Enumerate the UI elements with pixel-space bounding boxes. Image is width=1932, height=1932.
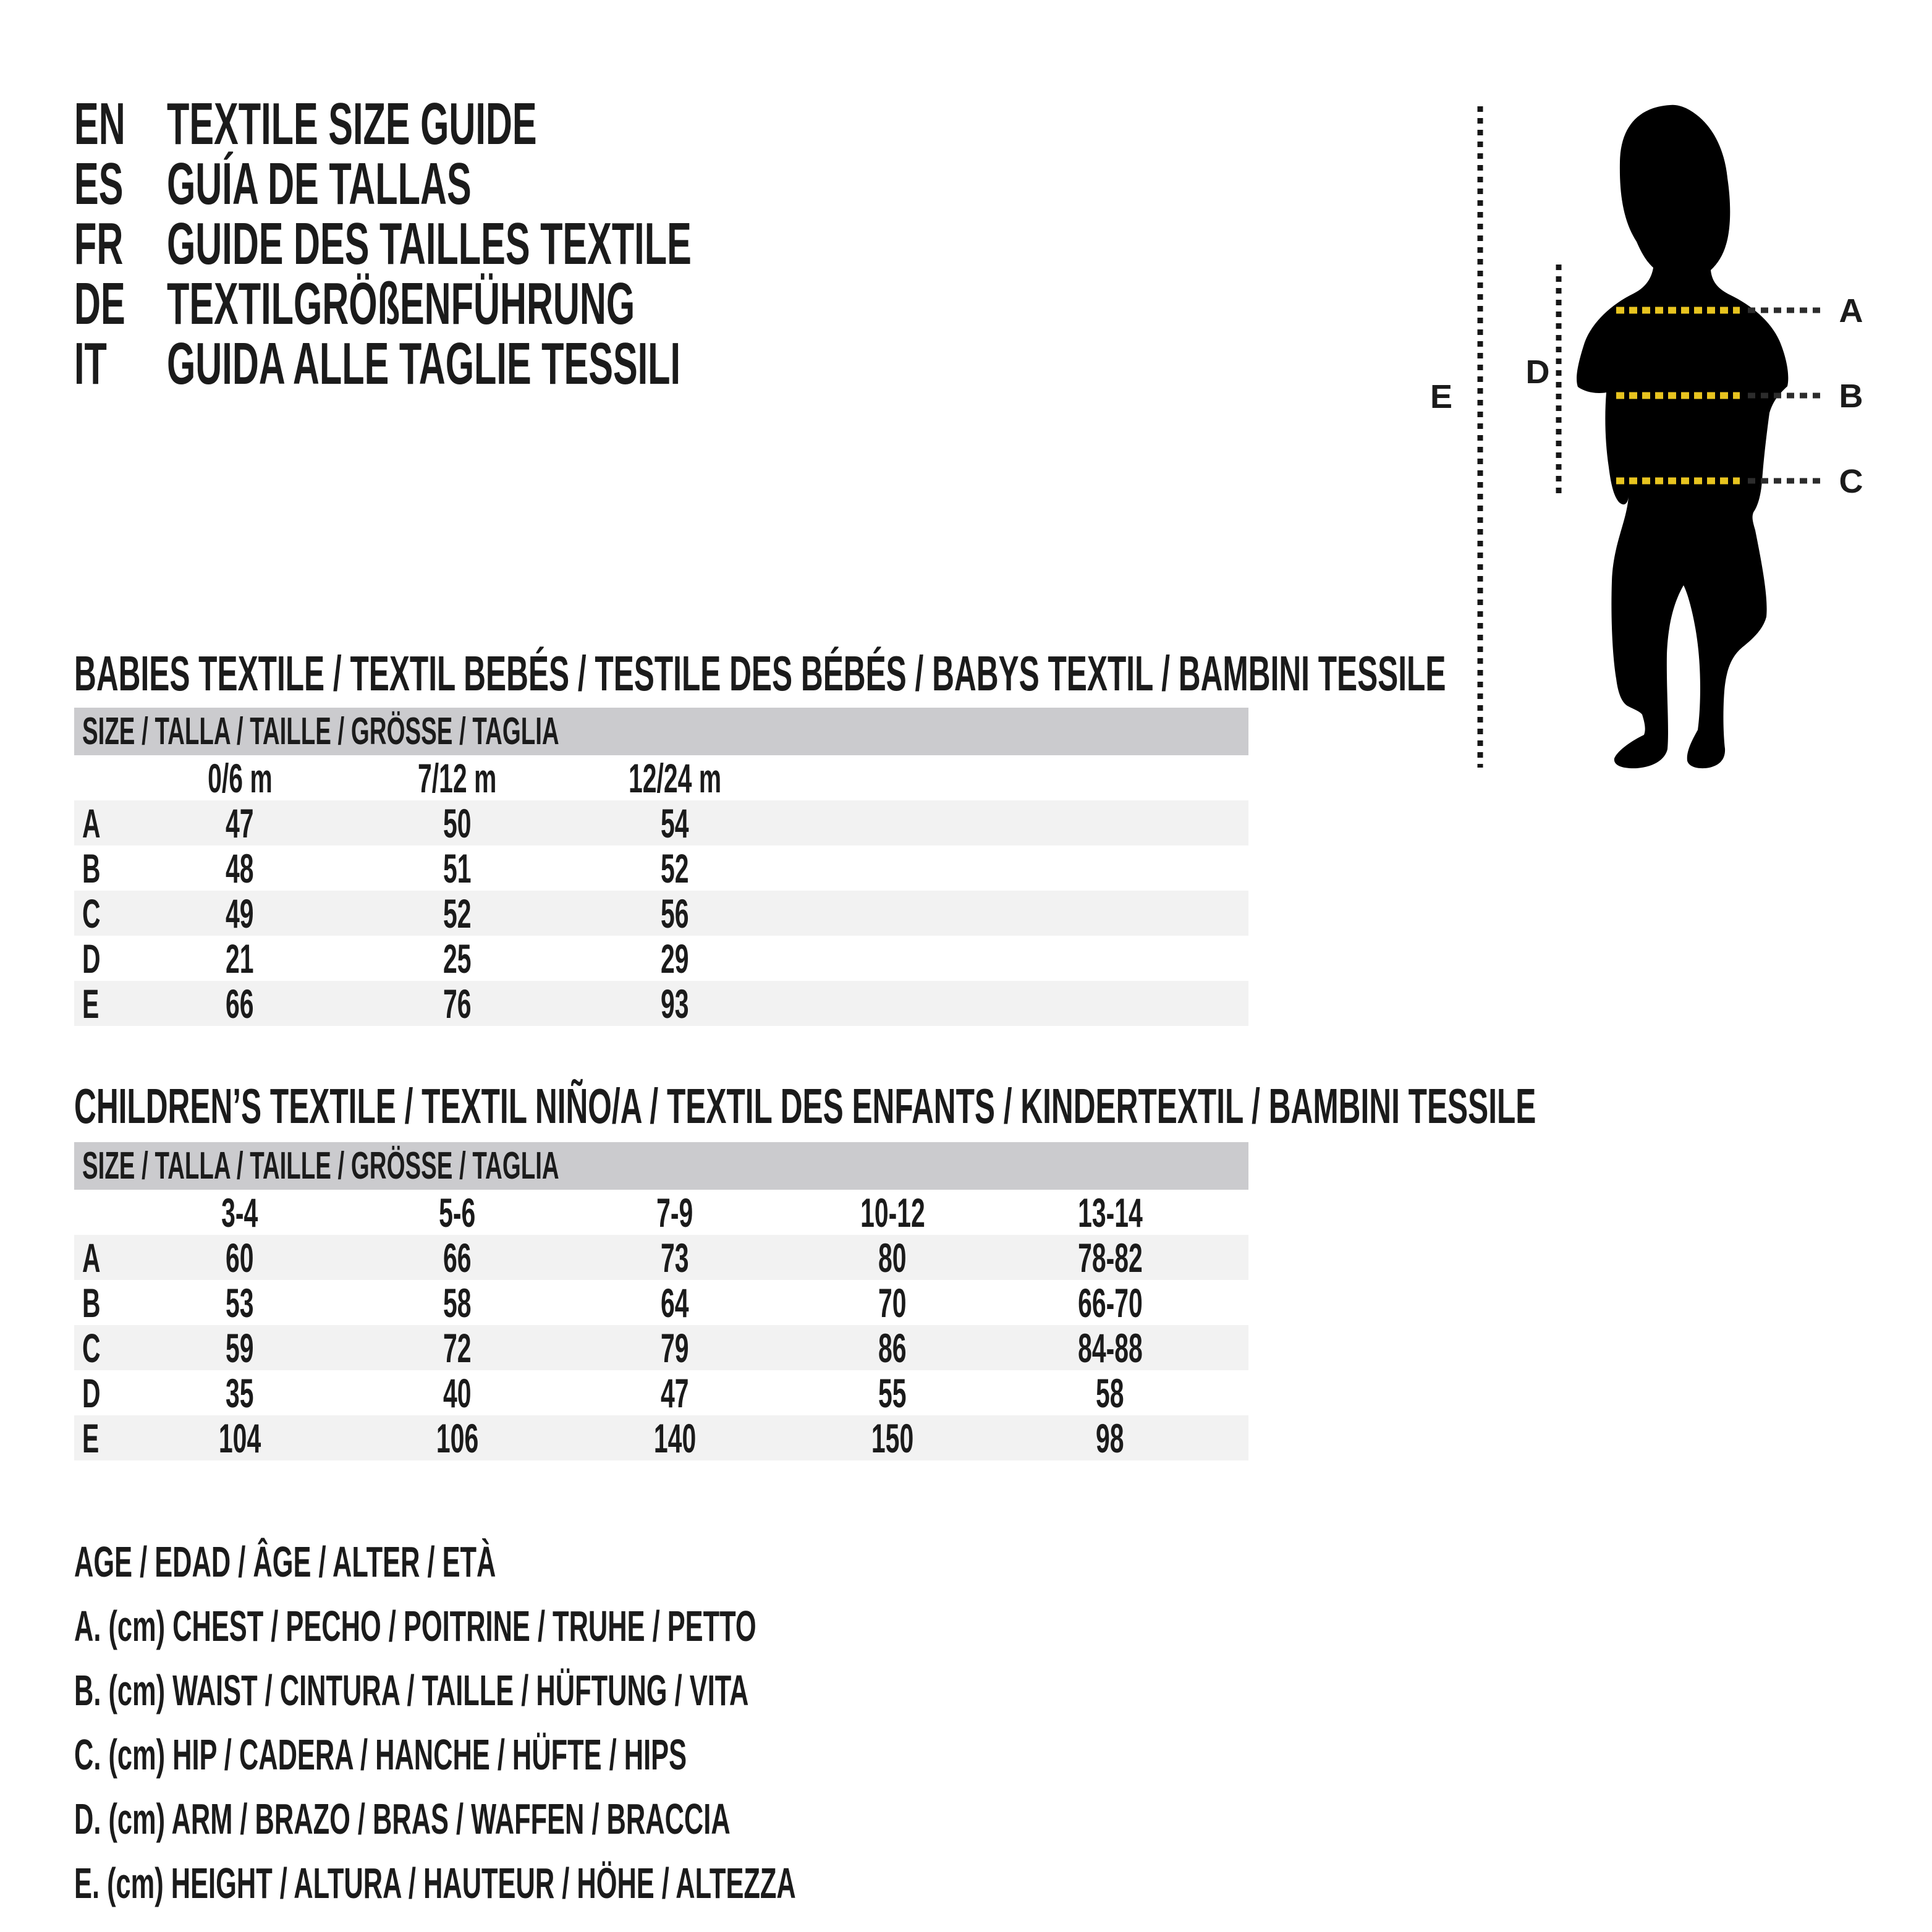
cell-value: 47 — [661, 1370, 689, 1416]
children-col-13-14: 13-14 — [1077, 1189, 1143, 1235]
table-row — [74, 845, 1248, 891]
lang-code-fr: FR — [74, 210, 124, 277]
row-label: A — [82, 1234, 101, 1281]
lang-title-en: TEXTILE SIZE GUIDE — [167, 90, 537, 157]
babies-size-header-text: SIZE / TALLA / TAILLE / GRÖSSE / TAGLIA — [82, 710, 559, 753]
babies-size-table — [74, 708, 1248, 1026]
children-col-10-12: 10-12 — [860, 1189, 925, 1235]
children-heading-text: CHILDREN’S TEXTILE / TEXTIL NIÑO/A / TEXTIL DES ENFANTS / KINDERTEXTIL / BAMBINI TESSILE — [74, 1078, 1536, 1133]
babies-col-12-24m: 12/24 m — [628, 755, 722, 801]
lang-code-it: IT — [74, 330, 107, 397]
legend-age-text: AGE / EDAD / ÂGE / ALTER / ETÀ — [74, 1538, 496, 1586]
babies-section-heading — [74, 643, 1932, 705]
table-row — [74, 1415, 1248, 1460]
lang-title-fr: GUIDE DES TAILLES TEXTILE — [167, 210, 692, 277]
legend-arm — [74, 1787, 1238, 1851]
cell-value: 51 — [443, 845, 472, 891]
cell-value: 21 — [226, 935, 254, 981]
legend-height-text: E. (cm) HEIGHT / ALTURA / HAUTEUR / HÖHE / ALTEZZA — [74, 1859, 796, 1907]
cell-value: 56 — [661, 890, 689, 936]
cell-value: 78-82 — [1077, 1234, 1143, 1281]
row-label: D — [82, 1370, 101, 1416]
cell-value: 59 — [226, 1324, 254, 1371]
lang-code-de: DE — [74, 270, 125, 337]
cell-value: 53 — [226, 1279, 254, 1326]
babies-column-header-row — [74, 755, 1248, 800]
cell-value: 58 — [1096, 1370, 1124, 1416]
cell-value: 98 — [1096, 1415, 1124, 1461]
row-label: A — [82, 800, 101, 846]
row-label: C — [82, 1324, 101, 1371]
language-title-list — [74, 90, 1013, 397]
row-label: E — [82, 1415, 100, 1461]
measurement-legend — [74, 1530, 1238, 1915]
cell-value: 25 — [443, 935, 472, 981]
cell-value: 80 — [878, 1234, 907, 1281]
marker-label-a: A — [1839, 292, 1863, 329]
table-row — [74, 1280, 1248, 1325]
cell-value: 104 — [218, 1415, 261, 1461]
cell-value: 106 — [436, 1415, 479, 1461]
cell-value: 79 — [661, 1324, 689, 1371]
table-row — [74, 1235, 1248, 1280]
cell-value: 66 — [443, 1234, 472, 1281]
table-row — [74, 800, 1248, 845]
lang-title-de: TEXTILGRÖßENFÜHRUNG — [167, 270, 635, 337]
babies-col-0-6m: 0/6 m — [207, 755, 273, 801]
lang-title-it: GUIDA ALLE TAGLIE TESSILI — [167, 330, 681, 397]
marker-label-e: E — [1430, 378, 1453, 415]
legend-waist — [74, 1658, 1238, 1722]
children-size-table — [74, 1142, 1248, 1460]
children-section-heading — [74, 1075, 1932, 1137]
legend-chest-text: A. (cm) CHEST / PECHO / POITRINE / TRUHE / PETTO — [74, 1602, 756, 1650]
cell-value: 47 — [226, 800, 254, 846]
table-row — [74, 891, 1248, 936]
cell-value: 72 — [443, 1324, 472, 1371]
marker-label-c: C — [1839, 463, 1863, 500]
row-label: E — [82, 980, 100, 1027]
cell-value: 66-70 — [1077, 1279, 1143, 1326]
children-size-header-bar — [74, 1142, 1248, 1190]
marker-label-d: D — [1525, 354, 1550, 391]
lang-row-es — [74, 150, 1013, 217]
children-size-header-text: SIZE / TALLA / TAILLE / GRÖSSE / TAGLIA — [82, 1145, 559, 1187]
lang-row-en — [74, 90, 1013, 157]
cell-value: 48 — [226, 845, 254, 891]
babies-col-7-12m: 7/12 m — [418, 755, 497, 801]
cell-value: 54 — [661, 800, 689, 846]
cell-value: 35 — [226, 1370, 254, 1416]
table-row — [74, 1325, 1248, 1370]
cell-value: 64 — [661, 1279, 689, 1326]
children-col-3-4: 3-4 — [221, 1189, 258, 1235]
babies-heading-text: BABIES TEXTILE / TEXTIL BEBÉS / TESTILE DES BÉBÉS / BABYS TEXTIL / BAMBINI TESSILE — [74, 646, 1446, 701]
children-col-7-9: 7-9 — [656, 1189, 693, 1235]
cell-value: 50 — [443, 800, 472, 846]
cell-value: 58 — [443, 1279, 472, 1326]
cell-value: 52 — [661, 845, 689, 891]
legend-chest — [74, 1594, 1238, 1658]
row-label: D — [82, 935, 101, 981]
row-label: B — [82, 1279, 101, 1326]
children-col-5-6: 5-6 — [439, 1189, 476, 1235]
row-label: B — [82, 845, 101, 891]
cell-value: 70 — [878, 1279, 907, 1326]
cell-value: 52 — [443, 890, 472, 936]
legend-waist-text: B. (cm) WAIST / CINTURA / TAILLE / HÜFTUNG / VITA — [74, 1666, 749, 1714]
cell-value: 49 — [226, 890, 254, 936]
babies-size-header-bar — [74, 708, 1248, 755]
lang-row-fr — [74, 210, 1013, 277]
cell-value: 150 — [871, 1415, 914, 1461]
legend-height — [74, 1851, 1238, 1915]
cell-value: 86 — [878, 1324, 907, 1371]
cell-value: 66 — [226, 980, 254, 1027]
cell-value: 76 — [443, 980, 472, 1027]
legend-hip — [74, 1722, 1238, 1787]
lang-title-es: GUÍA DE TALLAS — [167, 150, 472, 217]
table-row — [74, 981, 1248, 1026]
marker-label-b: B — [1839, 378, 1863, 415]
cell-value: 55 — [878, 1370, 907, 1416]
legend-arm-text: D. (cm) ARM / BRAZO / BRAS / WAFFEN / BRACCIA — [74, 1795, 731, 1843]
lang-code-es: ES — [74, 150, 124, 217]
cell-value: 29 — [661, 935, 689, 981]
lang-row-it — [74, 330, 1013, 397]
lang-code-en: EN — [74, 90, 125, 157]
legend-age — [74, 1530, 1238, 1594]
table-row — [74, 1370, 1248, 1415]
cell-value: 40 — [443, 1370, 472, 1416]
cell-value: 84-88 — [1077, 1324, 1143, 1371]
table-row — [74, 936, 1248, 981]
row-label: C — [82, 890, 101, 936]
cell-value: 73 — [661, 1234, 689, 1281]
cell-value: 60 — [226, 1234, 254, 1281]
legend-hip-text: C. (cm) HIP / CADERA / HANCHE / HÜFTE / HIPS — [74, 1731, 687, 1779]
lang-row-de — [74, 270, 1013, 337]
children-column-header-row — [74, 1190, 1248, 1235]
cell-value: 140 — [653, 1415, 697, 1461]
cell-value: 93 — [661, 980, 689, 1027]
